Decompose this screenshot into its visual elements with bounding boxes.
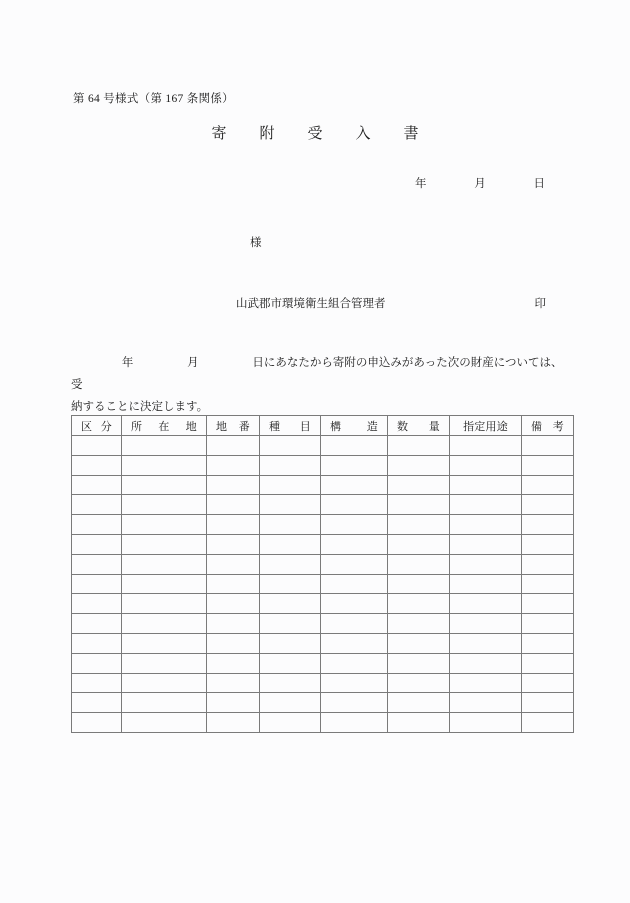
table-cell[interactable]: [72, 673, 122, 693]
table-cell[interactable]: [450, 673, 522, 693]
table-cell[interactable]: [450, 455, 522, 475]
table-cell[interactable]: [122, 495, 207, 515]
table-cell[interactable]: [522, 436, 574, 456]
table-cell[interactable]: [122, 713, 207, 733]
table-body: [72, 436, 574, 733]
table-cell[interactable]: [321, 673, 388, 693]
table-cell[interactable]: [522, 713, 574, 733]
table-cell[interactable]: [72, 515, 122, 535]
table-cell[interactable]: [450, 495, 522, 515]
table-cell[interactable]: [72, 633, 122, 653]
table-cell[interactable]: [388, 693, 450, 713]
table-cell[interactable]: [450, 653, 522, 673]
table-cell[interactable]: [450, 436, 522, 456]
table-cell[interactable]: [450, 534, 522, 554]
table-row[interactable]: [72, 495, 574, 515]
table-cell[interactable]: [207, 594, 260, 614]
table-cell[interactable]: [450, 594, 522, 614]
table-cell[interactable]: [122, 653, 207, 673]
table-cell[interactable]: [388, 436, 450, 456]
body-date-year: 年: [121, 357, 134, 369]
table-header-label: 構 造: [330, 420, 378, 433]
table-header-label: 指定用途: [463, 420, 508, 433]
table-cell[interactable]: [522, 475, 574, 495]
table-cell[interactable]: [122, 614, 207, 634]
table-cell[interactable]: [207, 554, 260, 574]
table-cell[interactable]: [207, 495, 260, 515]
issue-date-day: 日: [533, 178, 545, 190]
table-row[interactable]: [72, 653, 574, 673]
table-cell[interactable]: [260, 455, 321, 475]
table-row[interactable]: [72, 475, 574, 495]
table-cell[interactable]: [207, 653, 260, 673]
table-cell[interactable]: [450, 713, 522, 733]
table-cell[interactable]: [260, 515, 321, 535]
table-cell[interactable]: [522, 574, 574, 594]
table-cell[interactable]: [321, 594, 388, 614]
table-row[interactable]: [72, 436, 574, 456]
table-cell[interactable]: [321, 495, 388, 515]
table-cell[interactable]: [207, 475, 260, 495]
table-cell[interactable]: [522, 534, 574, 554]
table-cell[interactable]: [260, 475, 321, 495]
table-cell[interactable]: [388, 594, 450, 614]
table-cell[interactable]: [207, 673, 260, 693]
table-header-cell-5: [321, 416, 388, 436]
table-header-label: 備 考: [531, 420, 564, 433]
table-cell[interactable]: [522, 554, 574, 574]
table-cell[interactable]: [388, 614, 450, 634]
table-cell[interactable]: [321, 515, 388, 535]
table-cell[interactable]: [522, 515, 574, 535]
table-cell[interactable]: [260, 693, 321, 713]
table-cell[interactable]: [72, 653, 122, 673]
table-cell[interactable]: [207, 693, 260, 713]
body-date-month: 月: [187, 357, 199, 369]
table-cell[interactable]: [388, 673, 450, 693]
table-cell[interactable]: [260, 495, 321, 515]
table-cell[interactable]: [321, 614, 388, 634]
table-cell[interactable]: [321, 693, 388, 713]
table-cell[interactable]: [122, 574, 207, 594]
addressee-line: 様: [250, 237, 262, 249]
table-cell[interactable]: [522, 653, 574, 673]
form-number: 第 64 号様式（第 167 条関係）: [73, 93, 234, 105]
table-cell[interactable]: [207, 534, 260, 554]
table-cell[interactable]: [321, 455, 388, 475]
table-cell[interactable]: [388, 713, 450, 733]
table-cell[interactable]: [388, 495, 450, 515]
table-row[interactable]: [72, 713, 574, 733]
table-header-cell-2: [122, 416, 207, 436]
table-header-label: 区 分: [81, 420, 112, 433]
table-cell[interactable]: [122, 633, 207, 653]
table-cell[interactable]: [388, 554, 450, 574]
table-cell[interactable]: [388, 653, 450, 673]
table-cell[interactable]: [260, 653, 321, 673]
table-row[interactable]: [72, 673, 574, 693]
table-cell[interactable]: [122, 534, 207, 554]
table-cell[interactable]: [72, 436, 122, 456]
table-header-row: [72, 416, 574, 436]
table-cell[interactable]: [450, 574, 522, 594]
table-cell[interactable]: [450, 554, 522, 574]
table-cell[interactable]: [207, 614, 260, 634]
table-cell[interactable]: [522, 594, 574, 614]
table-cell[interactable]: [207, 574, 260, 594]
table-cell[interactable]: [260, 673, 321, 693]
table-cell[interactable]: [522, 673, 574, 693]
table-cell[interactable]: [122, 554, 207, 574]
table-cell[interactable]: [522, 614, 574, 634]
table-cell[interactable]: [72, 534, 122, 554]
table-cell[interactable]: [207, 436, 260, 456]
table-cell[interactable]: [522, 455, 574, 475]
table-cell[interactable]: [122, 436, 207, 456]
table-row[interactable]: [72, 574, 574, 594]
table-cell[interactable]: [260, 633, 321, 653]
issuer-name: 山武郡市環境衛生組合管理者: [236, 298, 386, 310]
issuer-line: [236, 295, 546, 311]
table-cell[interactable]: [388, 515, 450, 535]
table-cell[interactable]: [72, 614, 122, 634]
table-cell[interactable]: [122, 455, 207, 475]
table-header-cell-1: [72, 416, 122, 436]
table-cell[interactable]: [450, 633, 522, 653]
table-cell[interactable]: [321, 713, 388, 733]
table-header-cell-6: [388, 416, 450, 436]
table-cell[interactable]: [321, 554, 388, 574]
property-table: [71, 415, 574, 733]
table-header-label: 地 番: [216, 420, 250, 433]
body-line-1: 日にあなたから寄附の申込みがあった次の財産については、受: [71, 357, 563, 391]
table-row[interactable]: [72, 693, 574, 713]
table-cell[interactable]: [122, 673, 207, 693]
table-cell[interactable]: [260, 436, 321, 456]
table-cell[interactable]: [72, 693, 122, 713]
table-cell[interactable]: [388, 475, 450, 495]
table-cell[interactable]: [321, 653, 388, 673]
table-cell[interactable]: [260, 614, 321, 634]
table-cell[interactable]: [72, 554, 122, 574]
table-row[interactable]: [72, 455, 574, 475]
table-header-cell-4: [260, 416, 321, 436]
table-cell[interactable]: [122, 693, 207, 713]
body-line-2: 納することに決定します。: [71, 401, 209, 413]
table-cell[interactable]: [72, 475, 122, 495]
property-table-wrapper: [71, 415, 573, 733]
table-header-cell-7: [450, 416, 522, 436]
table-header-cell-3: [207, 416, 260, 436]
table-cell[interactable]: [260, 713, 321, 733]
document-title: 寄 附 受 入 書: [211, 126, 428, 142]
table-cell[interactable]: [122, 475, 207, 495]
table-cell[interactable]: [450, 693, 522, 713]
table-cell[interactable]: [122, 594, 207, 614]
table-cell[interactable]: [321, 475, 388, 495]
table-row[interactable]: [72, 614, 574, 634]
table-row[interactable]: [72, 515, 574, 535]
table-cell[interactable]: [207, 455, 260, 475]
table-cell[interactable]: [522, 693, 574, 713]
table-cell[interactable]: [321, 534, 388, 554]
table-cell[interactable]: [260, 574, 321, 594]
table-row[interactable]: [72, 594, 574, 614]
table-cell[interactable]: [72, 594, 122, 614]
table-header-cell-8: [522, 416, 574, 436]
table-row[interactable]: [72, 534, 574, 554]
table-cell[interactable]: [321, 633, 388, 653]
table-row[interactable]: [72, 554, 574, 574]
table-cell[interactable]: [260, 534, 321, 554]
table-cell[interactable]: [522, 633, 574, 653]
table-cell[interactable]: [450, 515, 522, 535]
table-cell[interactable]: [450, 475, 522, 495]
table-cell[interactable]: [72, 713, 122, 733]
table-cell[interactable]: [72, 574, 122, 594]
table-cell[interactable]: [207, 515, 260, 535]
table-cell[interactable]: [388, 633, 450, 653]
table-cell[interactable]: [72, 455, 122, 475]
issue-date-line: [415, 175, 545, 191]
table-row[interactable]: [72, 633, 574, 653]
table-cell[interactable]: [72, 495, 122, 515]
table-cell[interactable]: [260, 594, 321, 614]
table-cell[interactable]: [522, 495, 574, 515]
body-paragraph: [71, 352, 563, 418]
table-cell[interactable]: [207, 713, 260, 733]
table-cell[interactable]: [260, 554, 321, 574]
table-cell[interactable]: [122, 515, 207, 535]
table-header-label: 所 在 地: [131, 420, 197, 433]
table-cell[interactable]: [450, 614, 522, 634]
table-header-label: 数 量: [397, 420, 440, 433]
table-cell[interactable]: [388, 534, 450, 554]
table-cell[interactable]: [321, 436, 388, 456]
table-cell[interactable]: [388, 574, 450, 594]
seal-mark: 印: [534, 298, 546, 310]
table-cell[interactable]: [388, 455, 450, 475]
issue-date-month: 月: [474, 178, 486, 190]
table-cell[interactable]: [321, 574, 388, 594]
table-header-label: 種 目: [269, 420, 311, 433]
table-cell[interactable]: [207, 633, 260, 653]
issue-date-year: 年: [415, 178, 427, 190]
